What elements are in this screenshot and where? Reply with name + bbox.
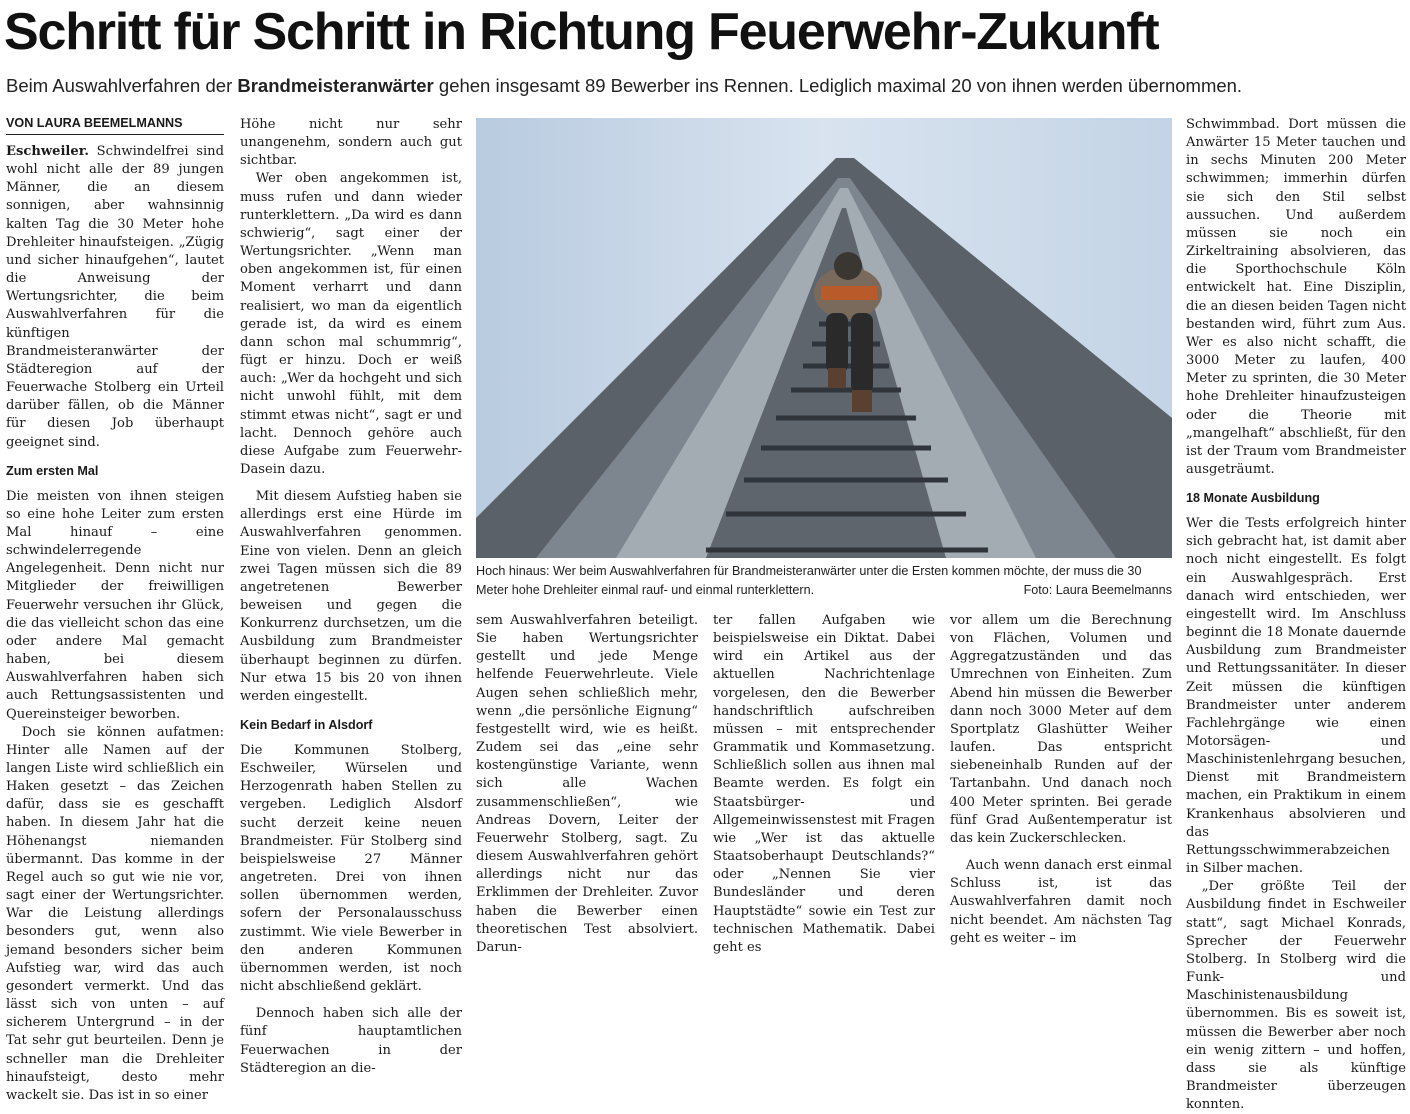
subheading: Kein Bedarf in Alsdorf: [240, 718, 373, 732]
subline: [6, 72, 1406, 100]
photo-caption: [476, 562, 1172, 600]
paragraph: Dennoch haben sich alle der fünf hauptamtlichen Feuerwachen in der Städteregion an die-: [240, 1006, 462, 1076]
paragraph: Höhe nicht nur sehr unangenehm, sondern auch gut sichtbar.: [240, 117, 462, 169]
paragraph: ter fallen Aufgaben wie beispielsweise ein Diktat. Dabei wird ein Artikel aus der aktuellen Nachrichtenlage vorgelesen, den die Bewerber handschriftlich aufschreiben müssen – mit entsprechender Grammatik und Kommasetzung. Schließlich sollen aus ihnen mal Beamte werden. Es folgt ein Staatsbürger- und Allgemeinwissenstest mit Fragen wie „Wer ist das aktuelle Staatsoberhaupt Deutschlands?“ oder „Nennen Sie vier Bundesländer und deren Hauptstädte“ sowie ein Test zur technischen Mathematik. Dabei geht es: [713, 613, 935, 955]
article-photo: [476, 118, 1172, 558]
byline: VON LAURA BEEMELMANNS: [6, 114, 224, 135]
paragraph: Schwimmbad. Dort müssen die Anwärter 15 Meter tauchen und in sechs Minuten 200 Meter schwimmen; immerhin dürfen sie sich den Stil selbst aussuchen. Und außerdem müssen sie noch ein Zirkeltraining absolvieren, das die Sporthochschule Köln entwickelt hat. Eine Disziplin, die an diesen beiden Tagen nicht bestanden wird, führt zum Aus. Wer es also nicht schafft, die 3000 Meter zu laufen, 400 Meter zu sprinten, die 30 Meter hohe Drehleiter hinaufzusteigen oder die Theorie mit „mangelhaft“ abschließt, für den ist der Traum vom Brandmeister ausgeträumt.: [1186, 117, 1406, 477]
paragraph: sem Auswahlverfahren beteiligt. Sie haben Wertungsrichter gestellt und jede Menge helfende Feuerwehrleute. Viele Augen sehen schließlich mehr, wenn „die persönliche Eignung“ festgestellt wird, wie es heißt. Zudem sei das „eine sehr kostengünstige Variante, wenn sich alle Wachen zusammenschließen“, wie Andreas Dovern, Leiter der Feuerwehr Stolberg, sagt. Zu diesem Auswahlverfahren gehört allerdings nicht nur das Erklimmen der Drehleiter. Zuvor haben die Bewerber einen theoretischen Test absolviert. Darun-: [476, 613, 698, 955]
paragraph: Wer oben angekommen ist, muss rufen und dann wieder runterklettern. „Da wird es dann schwierig“, sagt einer der Wertungsrichter. „Wenn man oben angekommen ist, für einen Moment verharrt und dann realisiert, wo man da eigentlich gerade ist, da wird es einem dann schon mal schummrig“, fügt er hinzu. Doch er weiß auch: „Wer da hochgeht und sich nicht unwohl fühlt, mit dem stimmt etwas nicht“, sagt er und lacht. Dennoch gehöre auch diese Aufgabe zum Feuerwehr-Dasein dazu.: [240, 171, 462, 477]
caption-text: Hoch hinaus: Wer beim Auswahlverfahren für Brandmeisteranwärter unter die Ersten kommen möchte, der muss die 30 Meter hohe Drehleiter einmal rauf- und einmal runterklettern.: [476, 564, 1142, 597]
column-1: [6, 114, 224, 1103]
paragraph: Wer die Tests erfolgreich hinter sich gebracht hat, ist damit aber noch nicht eingestellt. Es folgt ein Auswahlgespräch. Erst danach wird entschieden, wer eingestellt wird. Im Anschluss beginnt die 18 Monate dauernde Ausbildung zum Brandmeister und Rettungssanitäter. In dieser Zeit müssen die künftigen Brandmeister unter anderem Fachlehrgänge wie einen Motorsägen- und Maschinistenlehrgang besuchen, Dienst mit Brandmeistern machen, ein Praktikum in einem Krankenhaus absolvieren und das Rettungsschwimmerabzeichen in Silber machen.: [1186, 516, 1406, 877]
photo-credit: Foto: Laura Beemelmanns: [1023, 582, 1172, 597]
dateline: Eschweiler.: [6, 144, 89, 159]
paragraph: Die meisten von ihnen steigen so eine hohe Leiter zum ersten Mal hinauf – eine schwindelerregende Angelegenheit. Denn nicht nur Mitglieder der freiwilligen Feuerwehr versuchen ihr Glück, die das vielleicht schon das eine oder andere Mal gemacht haben, bei diesem Auswahlverfahren haben sich auch Rettungsassistenten und Quereinsteiger beworben.: [6, 488, 224, 722]
paragraph: Die Kommunen Stolberg, Eschweiler, Würselen und Herzogenrath haben Stellen zu vergeben. Lediglich Alsdorf sucht derzeit keine neuen Brandmeister. Für Stolberg sind beispielsweise 27 Männer angetreten. Drei von ihnen sollen übernommen werden, sofern der Personalausschuss zustimmt. Wie viele Bewerber in den anderen Kommunen übernommen werden, ist noch nicht abschließend geklärt.: [240, 743, 462, 995]
ladder-photo-illustration: [476, 118, 1172, 558]
column-2: [240, 116, 462, 1076]
paragraph: Auch wenn danach erst einmal Schluss ist, ist das Auswahlverfahren damit noch nicht beendet. Am nächsten Tag geht es weiter – im: [950, 858, 1172, 946]
headline: Schritt für Schritt in Richtung Feuerwehr-Zukunft: [4, 3, 1159, 61]
subline-pre: Beim Auswahlverfahren der: [6, 75, 238, 96]
subheading: 18 Monate Ausbildung: [1186, 491, 1320, 506]
paragraph: Mit diesem Aufstieg haben sie allerdings erst eine Hürde im Auswahlverfahren genommen. Eine von vielen. Denn an gleich zwei Tagen müssen sich die 89 angetretenen Bewerber beweisen und gegen die Konkurrenz durchsetzen, um die Ausbildung zum Brandmeister überhaupt beginnen zu dürfen. Nur etwa 15 bis 20 von ihnen werden eingestellt.: [240, 489, 462, 704]
column-6: [1186, 116, 1406, 1113]
column-3: [476, 612, 698, 955]
column-4: [713, 612, 935, 955]
subline-post: gehen insgesamt 89 Bewerber ins Rennen. Lediglich maximal 20 von ihnen werden übernommen.: [433, 75, 1243, 96]
column-5: [950, 612, 1172, 946]
subheading: Zum ersten Mal: [6, 463, 99, 478]
paragraph: „Der größte Teil der Ausbildung findet in Eschweiler statt“, sagt Michael Konrads, Sprecher der Feuerwehr Stolberg. In Stolberg wird die Funk- und Maschinistenausbildung übernommen. Bis es soweit ist, müssen die Bewerber aber noch ein wenig zittern – und hoffen, dass sie als künftige Brandmeister überzeugen konnten.: [1186, 879, 1406, 1113]
paragraph: vor allem um die Berechnung von Flächen, Volumen und Aggregatzuständen und das Umrechnen von Einheiten. Zum Abend hin müssen die Bewerber dann noch 3000 Meter auf dem Sportplatz Glashütter Weiher laufen. Das entspricht siebeneinhalb Runden auf der Tartanbahn. Und danach noch 400 Meter sprinten. Bei gerade fünf Grad Außentemperatur ist das kein Zuckerschlecken.: [950, 613, 1172, 846]
paragraph: Doch sie können aufatmen: Hinter alle Namen auf der langen Liste wird schließlich ein Haken gesetzt – das Zeichen dafür, dass sie es geschafft haben. In diesem Jahr hat die Höhenangst niemanden übermannt. Das komme in der Regel auch so gut wie nie vor, sagt einer der Wertungsrichter. War die Leistung allerdings besonders gut, wenn also jemand besonders sicher beim Aufstieg war, wird das auch gesondert vermerkt. Und das lässt sich von unten – auf sicherem Untergrund – in der Tat sehr gut beurteilen. Denn je schneller man die Drehleiter hinaufsteigt, desto mehr wackelt sie. Das ist in so einer: [6, 724, 224, 1103]
paragraph: Eschweiler. Schwindelfrei sind wohl nicht alle der 89 jungen Männer, die an diesem sonnigen, aber wahnsinnig kalten Tag die 30 Meter hohe Drehleiter hinaufsteigen. „Zügig und sicher hinaufgehen“, lautet die Anweisung der Wertungsrichter, die beim Auswahlverfahren für die künftigen Brandmeisteranwärter der Städteregion auf der Feuerwache Stolberg ein Urteil darüber fällen, ob die Männer für diesen Job überhaupt geeignet sind.: [6, 144, 224, 450]
subline-bold: Brandmeisteranwärter: [237, 75, 434, 96]
